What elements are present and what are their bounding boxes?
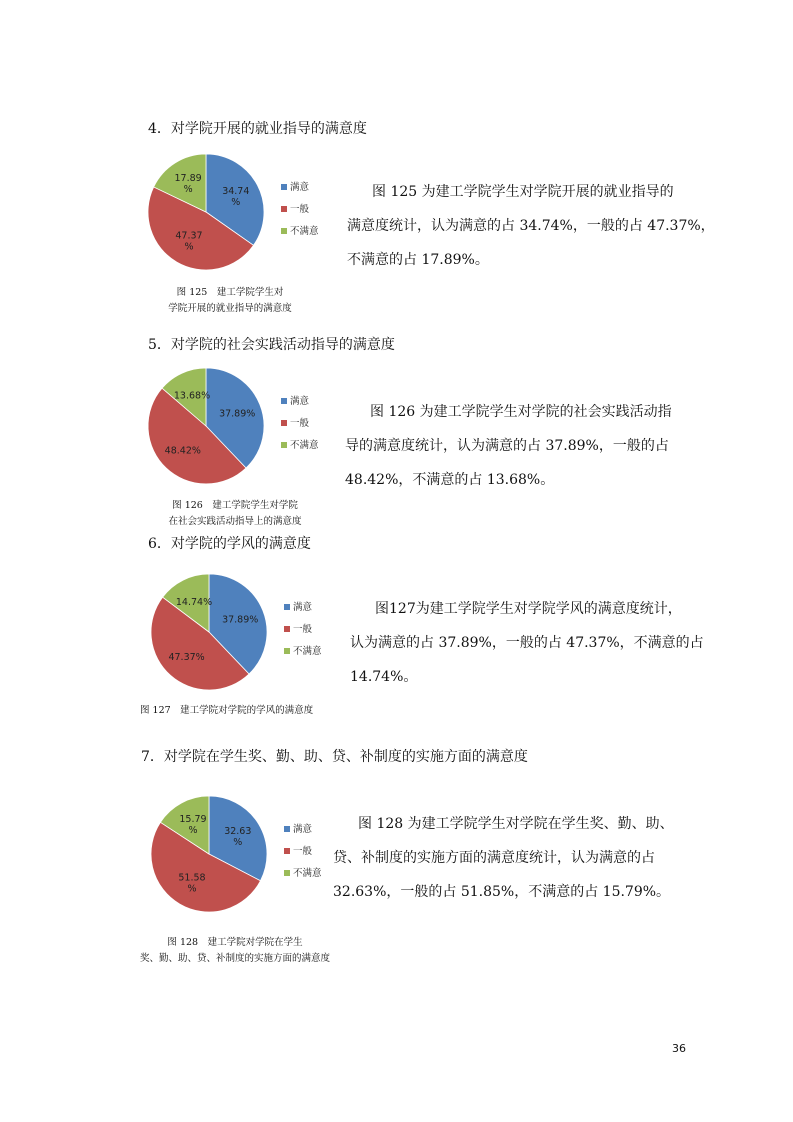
figure-caption [140, 703, 330, 719]
legend-label: 一般 [293, 846, 313, 857]
slice-label: 47.37 % [175, 230, 203, 253]
pie-svg [143, 790, 333, 920]
paragraph-line: 满意度统计，认为满意的占 34.74%，一般的占 47.37%， [347, 218, 715, 234]
paragraph-line: 导的满意度统计，认为满意的占 37.89%，一般的占 [345, 438, 669, 454]
legend-label: 满意 [293, 824, 313, 835]
slice-label: 37.89% [219, 408, 256, 420]
pie-svg [140, 362, 330, 492]
figure-caption [145, 498, 325, 530]
paragraph-line: 图 126 为建工学院学生对学院的社会实践活动指 [370, 404, 672, 420]
legend-swatch [281, 228, 287, 234]
figure-caption [150, 285, 310, 317]
section-paragraph [345, 395, 672, 497]
slice-label: 17.89 % [174, 173, 202, 195]
legend-swatch [284, 648, 290, 654]
legend-swatch [284, 870, 290, 876]
caption-line: 学院开展的就业指导的满意度 [168, 303, 292, 314]
slice-label: 51.58 % [178, 872, 206, 895]
legend-swatch [284, 848, 290, 854]
legend-label: 不满意 [293, 868, 322, 879]
legend-label: 满意 [290, 396, 310, 407]
slice-label: 37.89% [222, 614, 259, 626]
section-paragraph [347, 175, 715, 277]
section-paragraph [350, 592, 704, 694]
paragraph-line: 图127为建工学院学生对学院学风的满意度统计， [375, 601, 682, 617]
page-number: 36 [672, 1042, 686, 1055]
legend-label: 不满意 [293, 646, 322, 657]
paragraph-line: 14.74%。 [350, 669, 418, 685]
legend-swatch [281, 442, 287, 448]
pie-chart [140, 362, 330, 496]
caption-line: 在社会实践活动指导上的满意度 [168, 516, 302, 527]
paragraph-line: 不满意的占 17.89%。 [347, 252, 489, 268]
pie-chart [140, 148, 330, 282]
slice-label: 15.79 % [179, 813, 207, 836]
legend-label: 一般 [290, 418, 310, 429]
caption-line: 图 125 建工学院学生对 [176, 287, 284, 298]
legend-swatch [284, 604, 290, 610]
section-heading: 5．对学院的社会实践活动指导的满意度 [148, 337, 395, 353]
pie-chart [143, 790, 333, 924]
pie-chart [143, 568, 333, 702]
paragraph-line: 图 125 为建工学院学生对学院开展的就业指导的 [372, 184, 674, 200]
caption-line: 奖、勤、助、贷、补制度的实施方面的满意度 [139, 953, 330, 964]
section-paragraph [333, 807, 674, 909]
legend-label: 一般 [293, 624, 313, 635]
slice-label: 47.37% [168, 652, 205, 664]
caption-line: 图 127 建工学院对学院的学风的满意度 [140, 705, 314, 716]
legend-label: 满意 [293, 602, 313, 613]
legend-swatch [281, 420, 287, 426]
pie-svg [140, 148, 330, 278]
legend-label: 满意 [290, 182, 310, 193]
section-heading: 7．对学院在学生奖、勤、助、贷、补制度的实施方面的满意度 [141, 749, 528, 765]
caption-line: 图 126 建工学院学生对学院 [172, 500, 298, 511]
figure-caption [120, 935, 350, 967]
paragraph-line: 贷、补制度的实施方面的满意度统计，认为满意的占 [333, 850, 655, 866]
slice-label: 32.63 % [224, 826, 252, 848]
slice-label: 34.74 % [222, 186, 250, 208]
section-heading: 6．对学院的学风的满意度 [148, 536, 311, 552]
legend-swatch [281, 398, 287, 404]
paragraph-line: 32.63%，一般的占 51.85%，不满意的占 15.79%。 [333, 884, 671, 900]
slice-label: 48.42% [164, 445, 201, 457]
paragraph-line: 认为满意的占 37.89%，一般的占 47.37%，不满意的占 [350, 635, 704, 651]
legend-swatch [284, 826, 290, 832]
legend-label: 不满意 [290, 440, 319, 451]
slice-label: 13.68% [173, 390, 211, 402]
slice-label: 14.74% [175, 596, 213, 608]
caption-line: 图 128 建工学院对学院在学生 [167, 937, 303, 948]
legend-swatch [281, 184, 287, 190]
legend-swatch [281, 206, 287, 212]
paragraph-line: 图 128 为建工学院学生对学院在学生奖、勤、助、 [358, 816, 674, 832]
pie-svg [143, 568, 333, 698]
legend-label: 不满意 [290, 226, 319, 237]
paragraph-line: 48.42%，不满意的占 13.68%。 [345, 472, 555, 488]
section-heading: 4．对学院开展的就业指导的满意度 [148, 121, 367, 137]
legend-label: 一般 [290, 204, 310, 215]
legend-swatch [284, 626, 290, 632]
